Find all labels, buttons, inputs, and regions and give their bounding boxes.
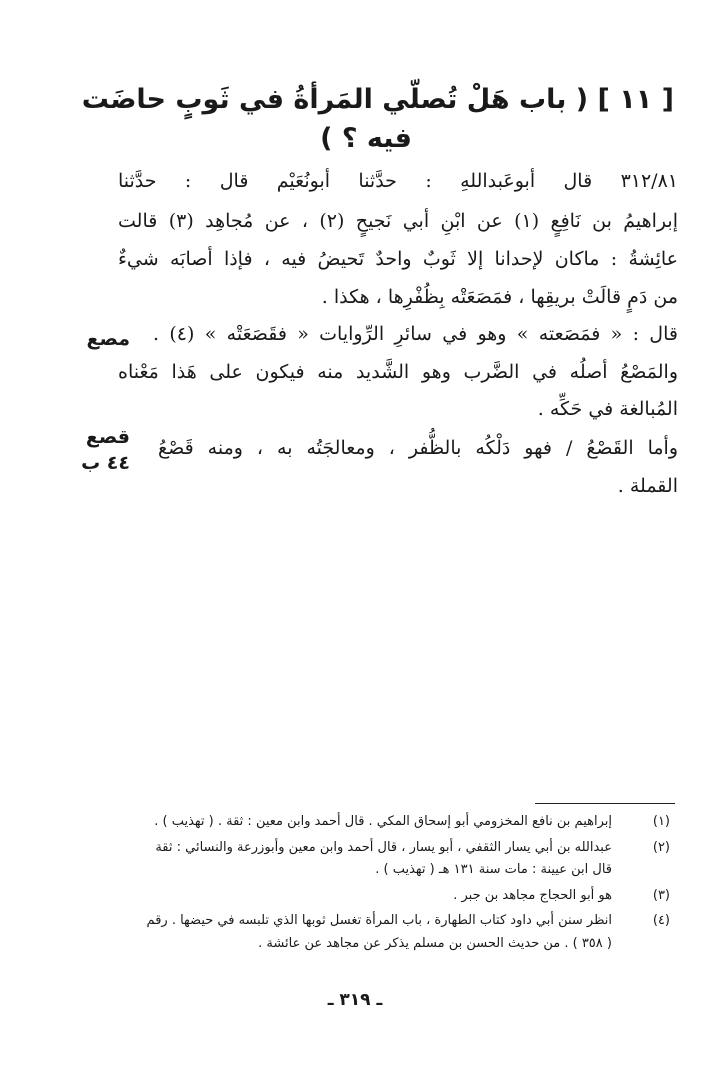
body-line: ٣١٢/٨١ قال أبوعَبداللهِ : حدَّثنا أبونُعَيْم قال : حدَّثنا xyxy=(118,170,678,192)
body-line: وأما القَصْعُ / فهو دَلْكُه بالظُّفر ، ومعالجَتُه به ، ومنه قَصْعُ xyxy=(158,437,678,459)
body-line: إبراهيمُ بن نَافِعٍ (١) عن ابْنِ أبي نَجيحٍ (٢) ، عن مُجاهِد (٣) قالت xyxy=(118,210,678,232)
footnote xyxy=(28,913,678,935)
footnote-continuation xyxy=(28,862,678,884)
footnote-text: ( ٣٥٨ ) . من حديث الحسن بن مسلم يذكر عن مجاهد عن عائشة . xyxy=(258,936,612,951)
footnote-number: (١) xyxy=(652,814,670,829)
footnote-separator xyxy=(535,803,675,804)
chapter-heading: [ ١١ ] ( باب هَلْ تُصلّي المَرأةُ في ثَوبٍ حاضَت xyxy=(81,84,674,115)
margin-note: مصع xyxy=(86,328,130,350)
margin-note: قصع xyxy=(85,426,130,448)
footnote xyxy=(28,814,678,836)
chapter-heading-continuation: فيه ؟ ) xyxy=(320,123,412,154)
page-number: ـ ٣١٩ ـ xyxy=(327,990,383,1010)
body-line: القملة . xyxy=(617,475,678,497)
footnote xyxy=(28,888,678,910)
body-line: المُبالغة في حَكِّه . xyxy=(537,398,678,420)
footnote-number: (٤) xyxy=(652,913,670,928)
footnote-text: إبراهيم بن نافع المخزومي أبو إسحاق المكي . قال أحمد وابن معين : ثقة . ( تهذيب ) . xyxy=(154,814,612,829)
body-line: والمَصْعُ أصلُه في الضَّرب وهو الشَّديد منه فيكون على هَذا مَعْناه xyxy=(118,361,678,383)
footnote-text: قال ابن عيينة : مات سنة ١٣١ هـ ( تهذيب ) . xyxy=(375,862,612,877)
folio-marker: ٤٤ ب xyxy=(81,452,130,474)
footnote-text: انظر سنن أبي داود كتاب الطهارة ، باب المرأة تغسل ثوبها الذي تلبسه في حيضها . رقم xyxy=(146,913,612,928)
footnote xyxy=(28,840,678,862)
body-line: من دَمٍ قالَتْ بريقِها ، فمَصَعَتْه بِظُفْرِها ، هكذا . xyxy=(321,286,678,308)
body-line: عائِشةُ : ماكان لإحدانا إلا ثَوبٌ واحدٌ تَحيضُ فيه ، فإذا أصابَه شيءٌ xyxy=(118,248,678,270)
footnote-continuation xyxy=(28,936,678,958)
footnote-number: (٣) xyxy=(652,888,670,903)
body-line: قال : « فمَصَعته » وهو في سائرِ الرِّوايات « فقَصَعَتْه » (٤) . xyxy=(153,323,678,345)
footnote-text: هو أبو الحجاج مجاهد بن جبر . xyxy=(453,888,612,903)
footnote-text: عبدالله بن أبي يسار الثقفي ، أبو يسار ، قال أحمد وابن معين وأبوزرعة والنسائي : ثقة xyxy=(155,840,612,855)
footnote-number: (٢) xyxy=(652,840,670,855)
